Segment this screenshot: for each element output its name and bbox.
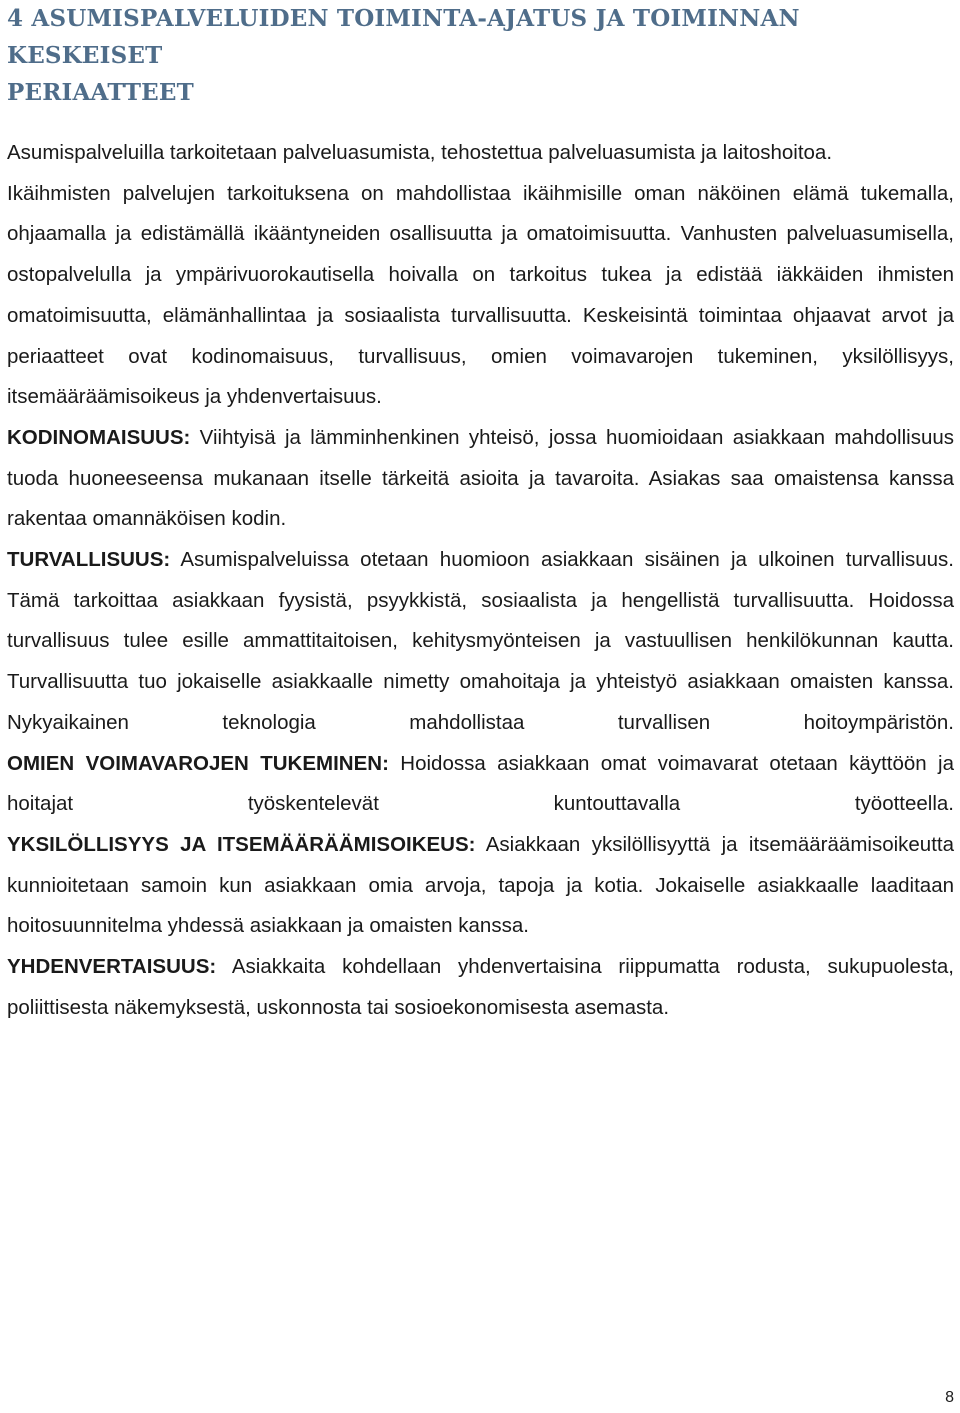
document-page [7,0,954,1028]
yksilollisyys-paragraph [7,825,954,947]
voimavarat-paragraph [7,744,954,825]
page-number: 8 [945,1389,954,1406]
yhdenvertaisuus-term: YHDENVERTAISUUS: [7,955,217,979]
purpose-paragraph: Ikäihmisten palvelujen tarkoituksena on mahdollistaa ikäihmisille oman näköinen elämä tukemalla, ohjaamalla ja edistämällä ikääntyneiden osallisuutta ja omatoimisuutta. Vanhusten palveluasumisella, ostopalvelulla ja ympärivuorokautisella hoivalla on tarkoitus tukea ja edistää iäkkäiden ihmisten omatoimisuutta, elämänhallintaa ja sosiaalista turvallisuutta. Keskeisintä toimintaa ohjaavat arvot ja periaatteet ovat kodinomaisuus, turvallisuus, omien voimavarojen tukeminen, yksilöllisyys, itsemääräämisoikeus ja yhdenvertaisuus. [7,181,954,409]
voimavarat-text: Hoidossa asiakkaan omat voimavarat otetaan käyttöön ja hoitajat työskentelevät kuntouttavalla työotteella. [7,751,954,816]
section-heading-line-1: 4 ASUMISPALVELUIDEN TOIMINTA-AJATUS JA TOIMINNAN KESKEISET [7,5,800,69]
voimavarat-term: OMIEN VOIMAVAROJEN TUKEMINEN: [7,751,389,775]
turvallisuus-term: TURVALLISUUS: [7,548,171,572]
section-heading [7,0,954,111]
section-heading-line-2: PERIAATTEET [7,79,194,106]
yhdenvertaisuus-text: Asiakkaita kohdellaan yhdenvertaisina riippumatta rodusta, sukupuolesta, poliittisesta näkemyksestä, uskonnosta tai sosioekonomisesta asemasta. [7,955,954,1019]
turvallisuus-text: Asumispalveluissa otetaan huomioon asiakkaan sisäinen ja ulkoinen turvallisuus. Tämä tarkoittaa asiakkaan fyysistä, psyykkistä, sosiaalista ja hengellistä turvallisuutta. Hoidossa turvallisuus tulee esille ammattitaitoisen, kehitysmyönteisen ja vastuullisen henkilökunnan kautta. Turvallisuutta tuo jokaiselle asiakkaalle nimetty omahoitaja ja yhteistyö asiakkaan omaisten kanssa. Nykyaikainen teknologia mahdollistaa turvallisen hoitoympäristön. [7,548,954,734]
kodinomaisuus-text: Viihtyisä ja lämminhenkinen yhteisö, jossa huomioidaan asiakkaan mahdollisuus tuoda huoneeseensa mukanaan itselle tärkeitä asioita ja tavaroita. Asiakas saa omaistensa kanssa rakentaa omannäköisen kodin. [7,425,954,531]
turvallisuus-paragraph [7,540,954,744]
yksilollisyys-term: YKSILÖLLISYYS JA ITSEMÄÄRÄÄMISOIKEUS: [7,832,476,856]
yhdenvertaisuus-paragraph [7,947,954,1028]
yksilollisyys-text: Asiakkaan yksilöllisyyttä ja itsemääräämisoikeutta kunnioitetaan samoin kun asiakkaan omia arvoja, tapoja ja kotia. Jokaiselle asiakkaalle laaditaan hoitosuunnitelma yhdessä asiakkaan ja omaisten kanssa. [7,832,954,938]
intro-paragraph: Asumispalveluilla tarkoitetaan palveluasumista, tehostettua palveluasumista ja laitoshoitoa. [7,141,833,164]
kodinomaisuus-term: KODINOMAISUUS: [7,425,191,449]
kodinomaisuus-paragraph [7,418,954,540]
